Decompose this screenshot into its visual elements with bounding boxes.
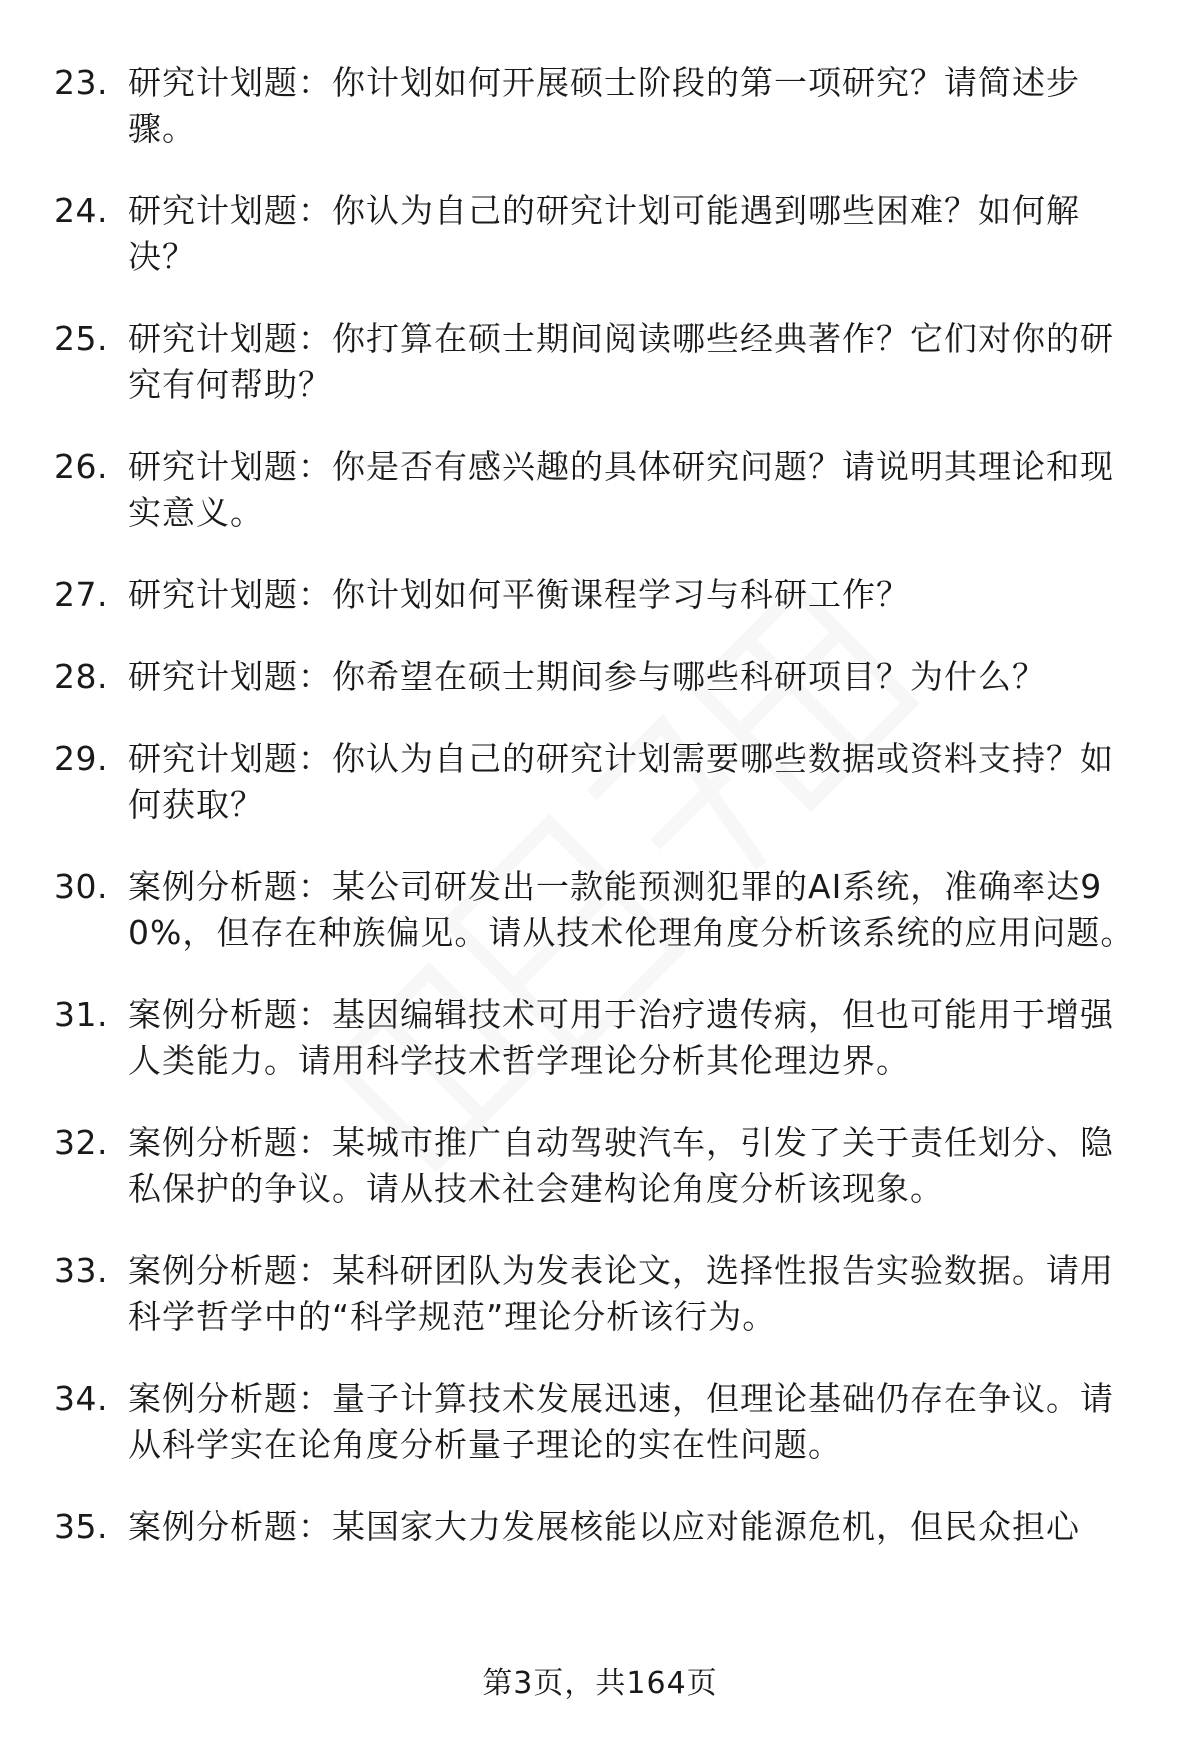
question-number: 23.: [54, 63, 108, 102]
question-text: 案例分析题：某城市推广自动驾驶汽车，引发了关于责任划分、隐私保护的争议。请从技术社会建构论角度分析该现象。: [128, 1123, 1114, 1208]
question-number: 27.: [54, 575, 108, 614]
question-item: [54, 1120, 1144, 1212]
page-footer: 第3页，共164页: [482, 1666, 718, 1701]
question-number: 26.: [54, 447, 108, 486]
question-number: 29.: [54, 739, 108, 778]
question-number: 35.: [54, 1507, 108, 1546]
question-item: [54, 1504, 1144, 1550]
question-text: 案例分析题：基因编辑技术可用于治疗遗传病，但也可能用于增强人类能力。请用科学技术哲学理论分析其伦理边界。: [128, 995, 1114, 1080]
question-item: [54, 316, 1144, 408]
question-number: 32.: [54, 1123, 108, 1162]
question-text: 案例分析题：某科研团队为发表论文，选择性报告实验数据。请用科学哲学中的“科学规范”理论分析该行为。: [128, 1251, 1114, 1336]
question-text: 案例分析题：某国家大力发展核能以应对能源危机，但民众担心: [128, 1507, 1080, 1546]
question-number: 33.: [54, 1251, 108, 1290]
question-number: 28.: [54, 657, 108, 696]
question-text: 研究计划题：你是否有感兴趣的具体研究问题？请说明其理论和现实意义。: [128, 447, 1114, 532]
question-item: [54, 60, 1144, 152]
question-item: [54, 654, 1144, 700]
question-item: [54, 188, 1144, 280]
question-number: 25.: [54, 319, 108, 358]
question-item: [54, 736, 1144, 828]
question-item: [54, 572, 1144, 618]
question-number: 24.: [54, 191, 108, 230]
question-text: 研究计划题：你认为自己的研究计划可能遇到哪些困难？如何解决？: [128, 191, 1080, 276]
question-number: 31.: [54, 995, 108, 1034]
question-text: 研究计划题：你打算在硕士期间阅读哪些经典著作？它们对你的研究有何帮助？: [128, 319, 1114, 404]
question-item: [54, 992, 1144, 1084]
question-number: 34.: [54, 1379, 108, 1418]
question-item: [54, 864, 1144, 956]
question-text: 研究计划题：你计划如何开展硕士阶段的第一项研究？请简述步骤。: [128, 63, 1080, 148]
question-item: [54, 444, 1144, 536]
question-text: 研究计划题：你认为自己的研究计划需要哪些数据或资料支持？如何获取？: [128, 739, 1114, 824]
question-text: 研究计划题：你计划如何平衡课程学习与科研工作？: [128, 575, 910, 614]
question-item: [54, 1376, 1144, 1468]
question-text: 案例分析题：某公司研发出一款能预测犯罪的AI系统，准确率达90%，但存在种族偏见。请从技术伦理角度分析该系统的应用问题。: [128, 867, 1135, 952]
question-number: 30.: [54, 867, 108, 906]
question-list: [54, 60, 1144, 1586]
question-text: 研究计划题：你希望在硕士期间参与哪些科研项目？为什么？: [128, 657, 1046, 696]
question-text: 案例分析题：量子计算技术发展迅速，但理论基础仍存在争议。请从科学实在论角度分析量子理论的实在性问题。: [128, 1379, 1114, 1464]
question-item: [54, 1248, 1144, 1340]
